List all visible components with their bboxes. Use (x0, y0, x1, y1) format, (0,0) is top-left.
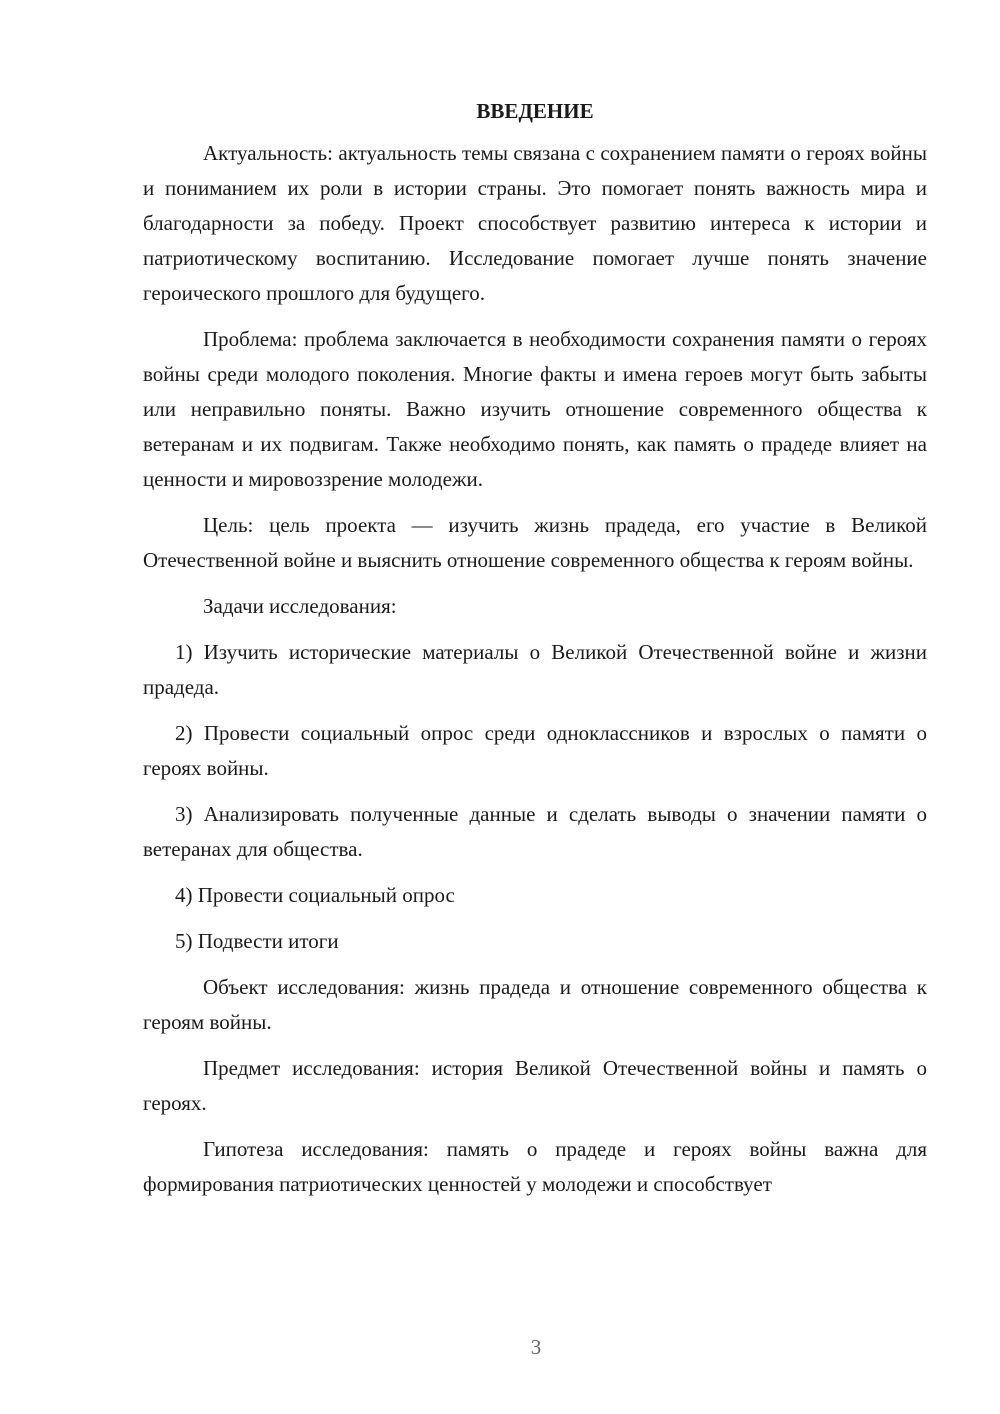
page-number: 3 (530, 1335, 542, 1359)
task-item-5: 5) Подвести итоги (175, 929, 339, 953)
page-content (143, 96, 927, 1213)
task-item-4: 4) Провести социальный опрос (175, 883, 455, 907)
subject-paragraph: Предмет исследования: история Великой Отечественной войны и память о героях. (143, 1056, 927, 1115)
hypothesis-paragraph: Гипотеза исследования: память о прадеде и героях войны важна для формирования патриотических ценностей у молодежи и способствует (143, 1137, 927, 1196)
problem-paragraph: Проблема: проблема заключается в необходимости сохранения памяти о героях войны среди молодого поколения. Многие факты и имена героев могут быть забыты или неправильно поняты. Важно изучить отношение современного общества к ветеранам и их подвигам. Также необходимо понять, как память о прадеде влияет на ценности и мировоззрение молодежи. (143, 327, 927, 491)
object-paragraph: Объект исследования: жизнь прадеда и отношение современного общества к героям войны. (143, 975, 927, 1034)
goal-paragraph: Цель: цель проекта — изучить жизнь прадеда, его участие в Великой Отечественной войне и выяснить отношение современного общества к героям войны. (143, 513, 927, 572)
section-title: ВВЕДЕНИЕ (476, 99, 594, 123)
task-item-2: 2) Провести социальный опрос среди одноклассников и взрослых о памяти о героях войны. (143, 721, 927, 780)
task-item-3: 3) Анализировать полученные данные и сделать выводы о значении памяти о ветеранах для общества. (143, 802, 927, 861)
tasks-heading: Задачи исследования: (203, 594, 397, 618)
relevance-paragraph: Актуальность: актуальность темы связана с сохранением памяти о героях войны и пониманием их роли в истории страны. Это помогает понять важность мира и благодарности за победу. Проект способствует развитию интереса к истории и патриотическому воспитанию. Исследование помогает лучше понять значение героического прошлого для будущего. (143, 141, 927, 305)
task-item-1: 1) Изучить исторические материалы о Великой Отечественной войне и жизни прадеда. (143, 640, 927, 699)
